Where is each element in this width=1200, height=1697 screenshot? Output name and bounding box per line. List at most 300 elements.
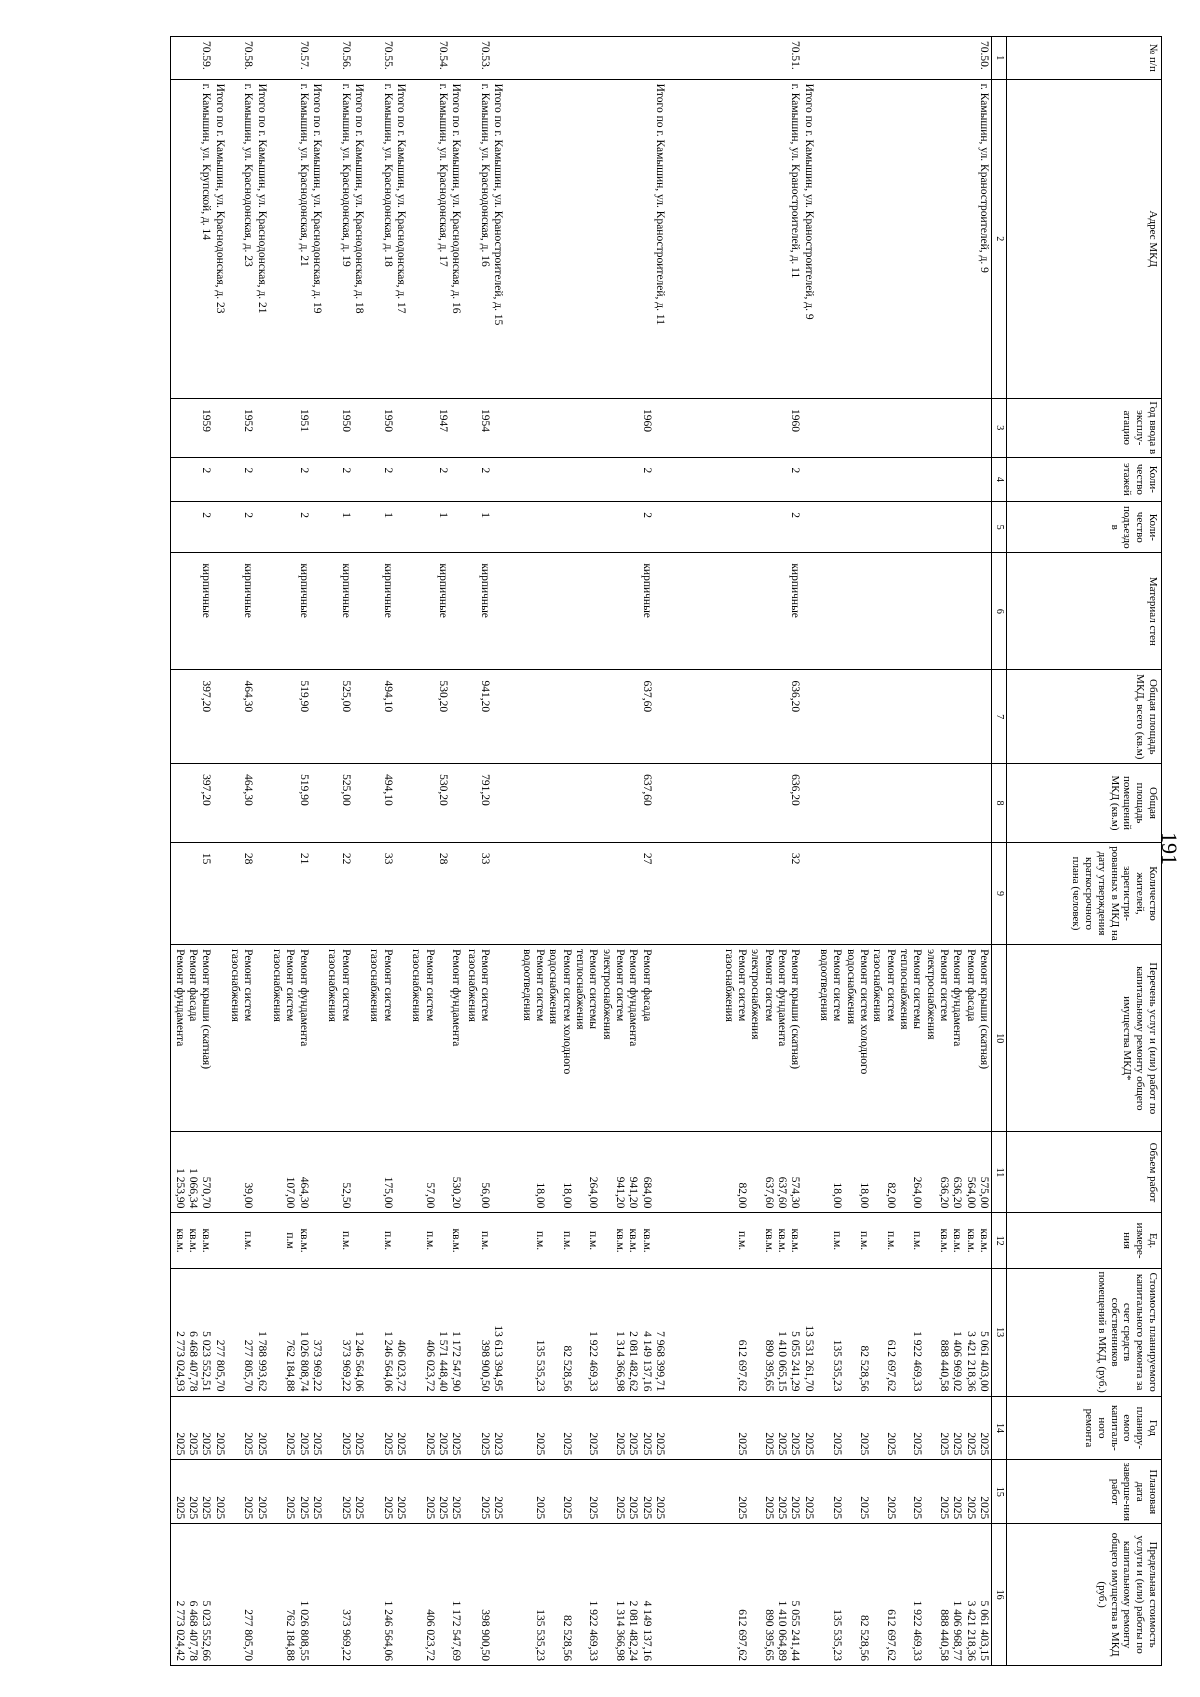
cell-line: 2025 xyxy=(802,1496,815,1520)
cell-line: 406 023,72 xyxy=(423,1609,436,1661)
cell-line: 2025 xyxy=(394,1496,407,1520)
cell-line xyxy=(228,1528,241,1661)
cell-line: электроснабжения xyxy=(924,949,937,1040)
cell-value: 530,20 xyxy=(436,774,449,806)
cell-value: 494,10 xyxy=(381,680,394,713)
cell-line xyxy=(436,1528,449,1661)
cell-line: 2025 xyxy=(654,1432,667,1456)
floors xyxy=(324,457,366,502)
cell-line: 1 246 564,06 xyxy=(352,1331,365,1392)
cell-line: 2 773 024,93 xyxy=(173,1331,186,1392)
cell-value: 2 xyxy=(297,512,310,518)
entrances xyxy=(366,502,408,553)
cell-line: 175,00 xyxy=(381,1176,394,1209)
cell-line: Итого по г. Камышин, ул. Краснодонская, д. 19 xyxy=(310,83,323,314)
cell-line: газоснабжения xyxy=(871,949,884,1022)
cell-line: Итого по г. Камышин, ул. Краностроителей, д. 9 xyxy=(802,83,815,320)
cell-value: 2 xyxy=(789,467,802,474)
address xyxy=(227,79,269,398)
plan-end xyxy=(324,1460,366,1524)
cell-line: Ремонт системы xyxy=(587,949,600,1030)
cell-line xyxy=(254,1528,267,1661)
cell-line: 373 969,22 xyxy=(339,1339,352,1392)
table-row xyxy=(366,37,408,1666)
cell-line xyxy=(352,1217,365,1263)
cell-line xyxy=(436,1217,449,1263)
unit xyxy=(408,1213,463,1268)
cell-line: п.м. xyxy=(478,1230,491,1251)
cell-line xyxy=(310,1136,323,1208)
cell-line: 1 253,90 xyxy=(173,1168,186,1209)
cell-line xyxy=(721,1217,734,1263)
cell-line xyxy=(270,1273,283,1392)
column-header: Объем работ xyxy=(1007,1132,1162,1213)
cell-line: 2025 xyxy=(831,1432,844,1456)
cell-value: 33 xyxy=(478,852,491,865)
cell-line: Ремонт систем xyxy=(534,949,547,1022)
item-number xyxy=(324,37,366,80)
cell-value: 28 xyxy=(242,852,255,865)
cell-line: 1 571 448,40 xyxy=(436,1331,449,1392)
cell-line: 1 246 564,06 xyxy=(381,1600,394,1661)
cell-line: Ремонт систем xyxy=(339,949,352,1022)
cell-value: 519,90 xyxy=(297,774,310,806)
cell-line: 406 023,72 xyxy=(394,1339,407,1392)
cell-line: газоснабжения xyxy=(270,949,283,1022)
cell-line: 57,00 xyxy=(423,1182,436,1209)
cell-line xyxy=(897,1464,910,1519)
cell-line xyxy=(923,1401,936,1456)
cell-line: 888 440,58 xyxy=(938,1609,951,1661)
total-area xyxy=(269,670,324,764)
works-list xyxy=(505,945,667,1132)
cell-line xyxy=(270,1464,283,1519)
plan-end xyxy=(408,1460,463,1524)
cell-line: 1 922 469,33 xyxy=(911,1600,924,1661)
cell-value: 22 xyxy=(339,852,352,865)
cell-line: Ремонт систем xyxy=(381,949,394,1022)
cell-line xyxy=(870,1401,883,1456)
cell-line xyxy=(546,1401,559,1456)
plan-year xyxy=(171,1396,227,1460)
address xyxy=(366,79,408,398)
column-header: Год ввода в эксплу-атацию xyxy=(1007,398,1162,457)
address xyxy=(816,79,992,398)
cell-value: 1 xyxy=(478,512,491,518)
cell-line: 18,00 xyxy=(560,1182,573,1209)
cell-value: 2 xyxy=(478,467,491,474)
column-header: Коли-чество этажей xyxy=(1007,457,1162,502)
cell-line: 2025 xyxy=(200,1496,213,1520)
cell-line: 5 061 403,15 xyxy=(978,1600,990,1661)
entrances xyxy=(171,502,227,553)
cell-line xyxy=(653,949,666,1127)
item-number xyxy=(408,37,463,80)
cell-line: Ремонт фасада xyxy=(186,949,199,1022)
cell-line xyxy=(653,1136,666,1208)
column-header: № п/п xyxy=(1007,37,1162,80)
cell-value: 1 xyxy=(381,512,394,518)
cell-line: 2025 xyxy=(911,1496,924,1520)
cell-line xyxy=(464,84,477,394)
cell-line: п.м. xyxy=(858,1230,871,1251)
wall-material xyxy=(269,553,324,670)
cell-line: 530,20 xyxy=(450,1176,463,1209)
cell-line: 2025 xyxy=(352,1496,365,1520)
cell-line: п.м. xyxy=(339,1230,352,1251)
wall-material xyxy=(463,553,505,670)
column-number: 14 xyxy=(992,1396,1007,1460)
total-area xyxy=(816,670,992,764)
max-cost xyxy=(366,1524,408,1666)
cell-line xyxy=(325,1528,338,1661)
column-header: Плановая дата заверше-ния работ xyxy=(1007,1460,1162,1524)
floors xyxy=(227,457,269,502)
cell-line: 2025 xyxy=(381,1496,394,1520)
cell-line xyxy=(310,949,323,1127)
cell-value: 1954 xyxy=(478,408,491,432)
address xyxy=(269,79,324,398)
cell-line: 2025 xyxy=(587,1432,600,1456)
cell-line xyxy=(270,1217,283,1263)
cell-line xyxy=(394,949,407,1127)
cell-value: 1950 xyxy=(339,408,352,432)
cell-value: 637,60 xyxy=(640,680,653,713)
cell-line: 2025 xyxy=(534,1432,547,1456)
cell-line xyxy=(546,1528,559,1661)
cell-line: п.м. xyxy=(736,1230,749,1251)
cell-line xyxy=(228,1273,241,1392)
cell-line xyxy=(817,1464,830,1519)
cell-line xyxy=(599,1217,612,1263)
cell-line: 2025 xyxy=(213,1496,226,1520)
cell-line xyxy=(491,1217,504,1263)
planned-cost xyxy=(667,1268,816,1396)
cell-line: г. Камышин, ул. Крупской, д. 14 xyxy=(200,83,213,241)
cell-line: кв.м. xyxy=(614,1228,627,1253)
work-volume xyxy=(505,1132,667,1213)
cell-line: 5 055 241,44 xyxy=(789,1600,802,1661)
cell-line xyxy=(626,84,639,394)
cell-line: 941,20 xyxy=(627,1176,640,1209)
cell-line: Ремонт крыши (скатная) xyxy=(200,949,213,1070)
cell-value: 1952 xyxy=(242,408,255,432)
residents xyxy=(667,842,816,944)
cell-line: кв.м. xyxy=(789,1228,802,1253)
cell-line xyxy=(897,1273,910,1392)
cell-line: 564,00 xyxy=(964,1176,977,1209)
cell-line xyxy=(520,1136,533,1208)
cell-line: Ремонт крыши (скатная) xyxy=(978,949,990,1070)
unit xyxy=(269,1213,324,1268)
cell-line xyxy=(270,1136,283,1208)
entrances xyxy=(269,502,324,553)
cell-line: 890 395,65 xyxy=(762,1339,775,1392)
cell-line: 2025 xyxy=(776,1432,789,1456)
cell-line: Итого по г. Камышин, ул. Краснодонская, д. 21 xyxy=(255,83,268,314)
cell-line xyxy=(367,1217,380,1263)
cell-line xyxy=(325,1464,338,1519)
cell-line xyxy=(270,1528,283,1661)
cell-line xyxy=(963,84,976,394)
cell-line: 464,30 xyxy=(297,1176,310,1209)
column-number: 11 xyxy=(992,1132,1007,1213)
cell-line xyxy=(721,1401,734,1456)
cell-line xyxy=(883,84,896,394)
cell-line: водоснабжения xyxy=(547,949,560,1025)
cell-line: 277 805,70 xyxy=(213,1339,226,1392)
cell-line xyxy=(228,1136,241,1208)
work-volume xyxy=(667,1132,816,1213)
commission-year xyxy=(816,398,992,457)
cell-line xyxy=(506,84,519,394)
cell-line xyxy=(870,1136,883,1208)
cell-line xyxy=(748,84,761,394)
cell-line: 4 149 137,16 xyxy=(640,1600,653,1661)
table-row xyxy=(408,37,463,1666)
cell-value: 70.58. xyxy=(242,41,255,70)
cell-line xyxy=(520,1528,533,1661)
cell-line: 1 314 366,98 xyxy=(614,1600,627,1661)
cell-line: Ремонт систем xyxy=(736,949,749,1022)
cell-line xyxy=(367,1464,380,1519)
cell-line xyxy=(464,1464,477,1519)
column-header: Количество жителей, зарегистри-рованных в МКД на дату утверждения краткосрочного плана (человек) xyxy=(1007,842,1162,944)
cell-line xyxy=(748,1217,761,1263)
cell-line: 2025 xyxy=(255,1432,268,1456)
residents xyxy=(816,842,992,944)
cell-line: 5 023 552,51 xyxy=(200,1331,213,1392)
cell-line xyxy=(599,1136,612,1208)
cell-line xyxy=(695,84,708,394)
cell-value: 2 xyxy=(200,467,213,474)
column-number: 3 xyxy=(992,398,1007,457)
floors xyxy=(366,457,408,502)
cell-line: 1 922 469,33 xyxy=(587,1331,600,1392)
unit xyxy=(227,1213,269,1268)
residents xyxy=(324,842,366,944)
cell-line: г. Камышин, ул. Краснодонская, д. 16 xyxy=(478,83,491,267)
cell-line: Ремонт фундамента xyxy=(297,949,310,1047)
cell-line xyxy=(870,1217,883,1263)
cell-line: Итого по г. Камышин, ул. Краностроителей, д. 11 xyxy=(654,83,667,325)
premises-area xyxy=(667,764,816,843)
cell-line: 2025 xyxy=(587,1496,600,1520)
cell-line: 2025 xyxy=(310,1496,323,1520)
total-area xyxy=(408,670,463,764)
cell-line: 1 922 469,33 xyxy=(911,1331,924,1392)
cell-line: теплоснабжения xyxy=(898,949,911,1030)
cell-line xyxy=(817,1528,830,1661)
plan-end xyxy=(463,1460,505,1524)
cell-line: 2025 xyxy=(978,1432,990,1456)
cell-line: 1 314 366,98 xyxy=(614,1331,627,1392)
cell-line: Ремонт систем xyxy=(284,949,297,1022)
cell-line xyxy=(560,84,573,394)
max-cost xyxy=(324,1524,366,1666)
cell-value: 464,30 xyxy=(242,680,255,713)
cell-line xyxy=(843,1217,856,1263)
cell-value: 2 xyxy=(789,512,802,518)
plan-end xyxy=(227,1460,269,1524)
plan-end xyxy=(505,1460,667,1524)
cell-line: 2025 xyxy=(186,1496,199,1520)
cell-line: 636,20 xyxy=(938,1176,951,1209)
cell-line xyxy=(409,1136,422,1208)
column-number: 1 xyxy=(992,37,1007,80)
cell-line: Ремонт фундамента xyxy=(450,949,463,1047)
cell-value: 464,30 xyxy=(242,774,255,806)
cell-value: 1 xyxy=(436,512,449,518)
floors xyxy=(463,457,505,502)
cell-line: 2025 xyxy=(951,1432,964,1456)
residents xyxy=(171,842,227,944)
cell-line: 135 535,23 xyxy=(831,1339,844,1392)
column-header: Адрес МКД xyxy=(1007,79,1162,398)
cell-line xyxy=(254,1136,267,1208)
cell-line: 2025 xyxy=(789,1496,802,1520)
cell-line: 82,00 xyxy=(884,1182,897,1209)
cell-line: 2025 xyxy=(423,1496,436,1520)
wall-material xyxy=(324,553,366,670)
cell-line: 2025 xyxy=(352,1432,365,1456)
cell-line: 2025 xyxy=(762,1496,775,1520)
residents xyxy=(269,842,324,944)
entrances xyxy=(408,502,463,553)
cell-value: 1960 xyxy=(640,408,653,432)
unit xyxy=(816,1213,992,1268)
cell-value: 2 xyxy=(297,467,310,474)
cell-line xyxy=(573,84,586,394)
premises-area xyxy=(269,764,324,843)
cell-value: 70.54. xyxy=(436,41,449,70)
cell-line: Ремонт фасада xyxy=(640,949,653,1022)
cell-line: электроснабжения xyxy=(600,949,613,1040)
cell-line xyxy=(897,84,910,394)
cell-line: электроснабжения xyxy=(749,949,762,1040)
residents xyxy=(227,842,269,944)
cell-line: 2025 xyxy=(560,1432,573,1456)
cell-line: 2025 xyxy=(858,1496,871,1520)
cell-line xyxy=(817,1401,830,1456)
cell-line: 2025 xyxy=(200,1432,213,1456)
plan-year xyxy=(408,1396,463,1460)
cell-line: 2025 xyxy=(978,1496,990,1520)
cell-line: кв.м. xyxy=(173,1228,186,1253)
cell-value: кирпичные xyxy=(436,563,449,618)
cell-line: газоснабжения xyxy=(722,949,735,1022)
cell-line: Ремонт системы xyxy=(911,949,924,1030)
cell-line xyxy=(748,1273,761,1392)
cell-value: 791,20 xyxy=(478,774,491,806)
cell-line: кв.м. xyxy=(938,1228,951,1253)
cell-line: 612 697,62 xyxy=(736,1609,749,1661)
cell-line: 2 773 024,42 xyxy=(173,1600,186,1661)
cell-line: 1 406 969,02 xyxy=(951,1331,964,1392)
cell-line: 612 697,62 xyxy=(736,1339,749,1392)
works-list xyxy=(463,945,505,1132)
cell-line: газоснабжения xyxy=(465,949,478,1022)
cell-line xyxy=(464,1217,477,1263)
cell-value: 1951 xyxy=(297,408,310,432)
cell-line: 2025 xyxy=(938,1432,951,1456)
cell-line: 890 395,65 xyxy=(762,1609,775,1661)
cell-line: Ремонт фасада xyxy=(964,949,977,1022)
cell-line: 684,00 xyxy=(640,1176,653,1209)
cell-line xyxy=(761,84,774,394)
cell-line: 612 697,62 xyxy=(884,1339,897,1392)
works-list xyxy=(408,945,463,1132)
planned-cost xyxy=(816,1268,992,1396)
cell-line: 2025 xyxy=(614,1432,627,1456)
cell-value: 1960 xyxy=(789,408,802,432)
cell-line: п.м. xyxy=(242,1230,255,1251)
cell-line xyxy=(409,1273,422,1392)
cell-value: 33 xyxy=(381,852,394,865)
cell-line: 762 184,88 xyxy=(284,1339,297,1392)
cell-line: 2025 xyxy=(858,1432,871,1456)
cell-line: п.м. xyxy=(587,1230,600,1251)
max-cost xyxy=(667,1524,816,1666)
cell-value: 530,20 xyxy=(436,680,449,713)
cell-line xyxy=(653,1217,666,1263)
address xyxy=(324,79,366,398)
cell-line: 2025 xyxy=(436,1496,449,1520)
cell-line xyxy=(937,84,950,394)
cell-line xyxy=(212,1217,225,1263)
cell-line xyxy=(464,1273,477,1392)
cell-line: кв.м. xyxy=(186,1228,199,1253)
cell-line xyxy=(491,1528,504,1661)
cell-line xyxy=(212,1528,225,1661)
cell-line xyxy=(573,1217,586,1263)
cell-line xyxy=(491,1136,504,1208)
cell-value: 397,20 xyxy=(200,680,213,713)
cell-line: 2025 xyxy=(186,1432,199,1456)
item-number xyxy=(667,37,816,80)
cell-line xyxy=(212,949,225,1127)
cell-line: г. Камышин, ул. Краснодонская, д. 17 xyxy=(436,83,449,267)
cell-value: 70.50. xyxy=(978,41,990,70)
cell-line xyxy=(573,1528,586,1661)
cell-line: п.м. xyxy=(560,1230,573,1251)
cell-line xyxy=(923,1217,936,1263)
cell-line: 762 184,88 xyxy=(284,1609,297,1661)
cell-line xyxy=(817,1136,830,1208)
column-header: Стоимость планируемого капитального ремонта за счет средств собственников помещений в МКД, (руб.) xyxy=(1007,1268,1162,1396)
table-row xyxy=(227,37,269,1666)
column-header: Коли-чество подъездо в xyxy=(1007,502,1162,553)
cell-line xyxy=(352,1528,365,1661)
cell-line: 2025 xyxy=(614,1496,627,1520)
commission-year xyxy=(463,398,505,457)
column-header: Ед. измере-ния xyxy=(1007,1213,1162,1268)
cell-line: кв.м. xyxy=(776,1228,789,1253)
cell-line xyxy=(464,1136,477,1208)
cell-line xyxy=(520,84,533,394)
commission-year xyxy=(667,398,816,457)
premises-area xyxy=(505,764,667,843)
cell-line xyxy=(801,1528,814,1661)
total-area xyxy=(227,670,269,764)
cell-line: Ремонт фундамента xyxy=(627,949,640,1047)
cell-line: водоотведения xyxy=(818,949,831,1021)
max-cost xyxy=(227,1524,269,1666)
cell-line xyxy=(748,1528,761,1661)
cell-line xyxy=(599,1528,612,1661)
cell-line: 570,70 xyxy=(200,1176,213,1209)
premises-area xyxy=(324,764,366,843)
